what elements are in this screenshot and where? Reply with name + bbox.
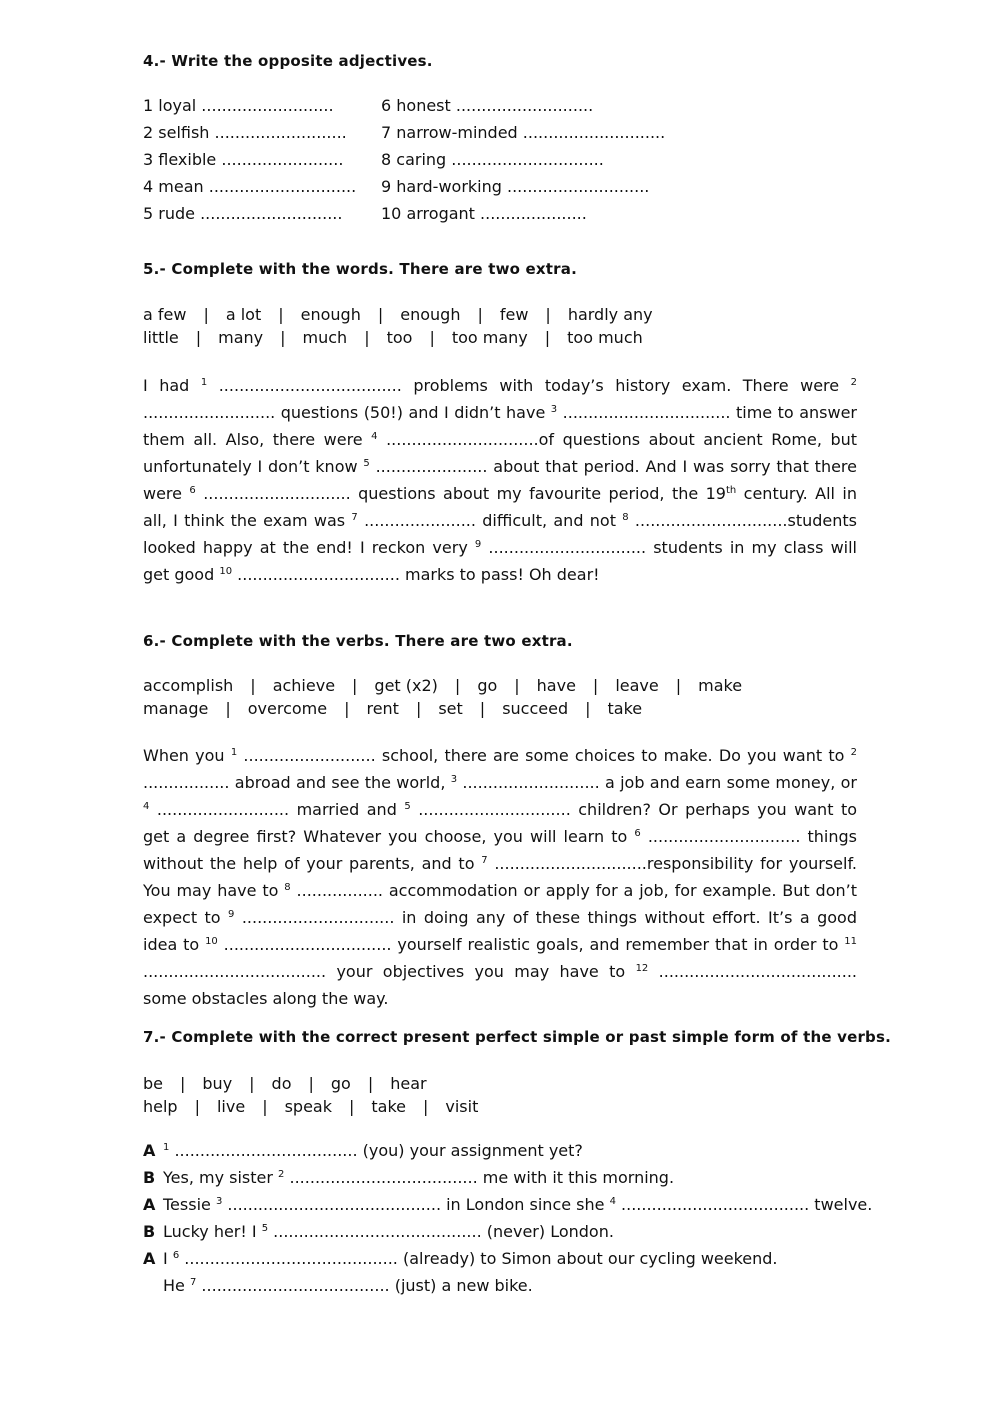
exercise-7-word-bank — [143, 1074, 478, 1120]
word-bank-item: much — [302, 328, 348, 347]
separator: | — [249, 1074, 255, 1093]
word-bank-item: speak — [284, 1097, 332, 1116]
separator: | — [308, 1074, 314, 1093]
separator: | — [262, 1097, 268, 1116]
separator: | — [367, 1074, 374, 1093]
adjective-row — [143, 150, 857, 177]
word-bank-item: leave — [615, 676, 659, 695]
word-bank-item: help — [143, 1097, 178, 1116]
separator: | — [514, 676, 520, 695]
word-bank-item: be — [143, 1074, 163, 1093]
word-bank-row — [143, 1074, 478, 1097]
exercise-6-heading: 6.- Complete with the verbs. There are two extra. — [143, 632, 573, 650]
exercise-6-paragraph: When you $^1$ .......................... school, there are some choices to make. Do you want to $^2$ ................. abroad and see the world, $^3$ ........................... a job and earn some money, or $^4$ .......................... married and $^5$ .............................. children? Or perhaps you want to get a degree first? Whatever you choose, you will learn to $^6$ .............................. things without the help of your parents, and to $^7$ ..............................responsibility for yourself. You may have to $^8$ ................. accommodation or apply for a job, for example. But don’t expect to $^9$ .............................. in doing any of these things without effort. It’s a good idea to $^{10}$ ................................. yourself realistic goals, and remember that in order to $^{11}$ .................................... your objectives you may have to $^{12}$ ....................................... some obstacles along the way. — [143, 746, 858, 1008]
separator: | — [344, 699, 350, 718]
word-bank-item: enough — [300, 305, 361, 324]
word-bank-item: manage — [143, 699, 209, 718]
word-bank-row — [143, 328, 653, 351]
adjective-item: 7 narrow-minded ............................ — [381, 123, 666, 142]
adjective-item: 9 hard-working ............................ — [381, 177, 650, 196]
separator: | — [280, 328, 286, 347]
separator: | — [348, 1097, 355, 1116]
word-bank-item: hardly any — [567, 305, 653, 324]
exercise-7-dialog — [143, 1141, 873, 1303]
word-bank-item: overcome — [247, 699, 328, 718]
dialog-text: $^1$ .................................... (you) your assignment yet? — [163, 1141, 583, 1160]
adjective-item: 2 selfish .......................... — [143, 123, 347, 142]
word-bank-item: accomplish — [143, 676, 234, 695]
word-bank-item: have — [536, 676, 576, 695]
dialog-line — [143, 1141, 857, 1168]
adjective-item: 3 flexible ........................ — [143, 150, 344, 169]
speaker-label: A — [143, 1195, 156, 1214]
word-bank-item: a lot — [225, 305, 262, 324]
word-bank-item: do — [271, 1074, 292, 1093]
word-bank-item: succeed — [502, 699, 569, 718]
dialog-text: Yes, my sister $^2$ ..................................... me with it this morning. — [163, 1168, 675, 1187]
word-bank-item: too much — [567, 328, 643, 347]
word-bank-item: little — [143, 328, 179, 347]
word-bank-row — [143, 305, 653, 328]
dialog-line — [143, 1276, 857, 1303]
word-bank-item: achieve — [272, 676, 336, 695]
separator: | — [225, 699, 231, 718]
adjective-row — [143, 123, 857, 150]
separator: | — [278, 305, 284, 324]
word-bank-item: a few — [143, 305, 187, 324]
word-bank-item: many — [218, 328, 264, 347]
dialog-line — [143, 1222, 857, 1249]
word-bank-item: too many — [451, 328, 528, 347]
word-bank-item: go — [477, 676, 498, 695]
separator: | — [415, 699, 422, 718]
separator: | — [592, 676, 599, 695]
separator: | — [423, 1097, 429, 1116]
separator: | — [477, 305, 483, 324]
adjective-row — [143, 96, 857, 123]
word-bank-item: enough — [400, 305, 461, 324]
word-bank-row — [143, 676, 742, 699]
separator: | — [203, 305, 209, 324]
adjective-item: 1 loyal .......................... — [143, 96, 334, 115]
word-bank-item: get (x2) — [374, 676, 438, 695]
separator: | — [377, 305, 384, 324]
word-bank-item: set — [438, 699, 463, 718]
separator: | — [585, 699, 591, 718]
separator: | — [364, 328, 370, 347]
word-bank-item: visit — [445, 1097, 479, 1116]
exercise-7-heading: 7.- Complete with the correct present perfect simple or past simple form of the verbs. — [143, 1028, 892, 1046]
speaker-label: A — [143, 1249, 156, 1268]
adjective-item: 8 caring .............................. — [381, 150, 604, 169]
word-bank-item: rent — [366, 699, 399, 718]
dialog-text: Lucky her! I $^5$ ......................................... (never) London. — [163, 1222, 614, 1241]
adjective-row — [143, 177, 857, 204]
word-bank-item: live — [216, 1097, 246, 1116]
dialog-text: Tessie $^3$ .......................................... in London since she $^4$ ..................................... twelve. — [163, 1195, 873, 1214]
adjective-item: 10 arrogant ..................... — [381, 204, 587, 223]
separator: | — [429, 328, 435, 347]
separator: | — [544, 328, 551, 347]
word-bank-item: take — [371, 1097, 406, 1116]
word-bank-item: take — [607, 699, 643, 718]
word-bank-item: too — [386, 328, 413, 347]
separator: | — [454, 676, 461, 695]
speaker-label: B — [143, 1168, 156, 1187]
word-bank-item: go — [330, 1074, 351, 1093]
speaker-label: B — [143, 1222, 156, 1241]
exercise-5-word-bank — [143, 305, 653, 351]
adjective-item: 6 honest ........................... — [381, 96, 594, 115]
separator: | — [195, 328, 202, 347]
dialog-line — [143, 1195, 873, 1222]
exercise-5-heading: 5.- Complete with the words. There are two extra. — [143, 260, 577, 278]
dialog-line — [143, 1249, 857, 1276]
separator: | — [180, 1074, 186, 1093]
word-bank-row — [143, 1097, 478, 1120]
exercise-4-heading: 4.- Write the opposite adjectives. — [143, 52, 433, 70]
word-bank-item: buy — [202, 1074, 233, 1093]
separator: | — [675, 676, 682, 695]
separator: | — [352, 676, 358, 695]
word-bank-item: hear — [390, 1074, 427, 1093]
adjective-item: 5 rude ............................ — [143, 204, 343, 223]
separator: | — [250, 676, 256, 695]
separator: | — [479, 699, 486, 718]
word-bank-item: make — [698, 676, 743, 695]
word-bank-row — [143, 699, 742, 722]
exercise-5-paragraph: I had $^1$ .................................... problems with today’s history exam. There were $^2$ .......................... questions (50!) and I didn’t have $^3$ ................................. time to answer them all. Also, there were $^4$ ..............................of questions about ancient Rome, but unfortunately I don’t know $^5$ ...................... about that period. And I was sorry that there were $^6$ ............................. questions about my favourite period, the 19th century. All in all, I think the exam was $^7$ ...................... difficult, and not $^8$ ..............................students looked happy at the end! I reckon very $^9$ ............................... students in my class will get good $^{10}$ ................................ marks to pass! Oh dear! — [143, 376, 858, 584]
speaker-label: A — [143, 1141, 156, 1160]
dialog-text: He $^7$ ..................................... (just) a new bike. — [163, 1276, 533, 1295]
dialog-line — [143, 1168, 857, 1195]
exercise-6-word-bank — [143, 676, 742, 722]
separator: | — [545, 305, 551, 324]
word-bank-item: few — [499, 305, 529, 324]
separator: | — [194, 1097, 200, 1116]
adjective-row — [143, 204, 857, 231]
adjective-item: 4 mean ............................. — [143, 177, 357, 196]
dialog-text: I $^6$ .......................................... (already) to Simon about our cycling weekend. — [163, 1249, 778, 1268]
